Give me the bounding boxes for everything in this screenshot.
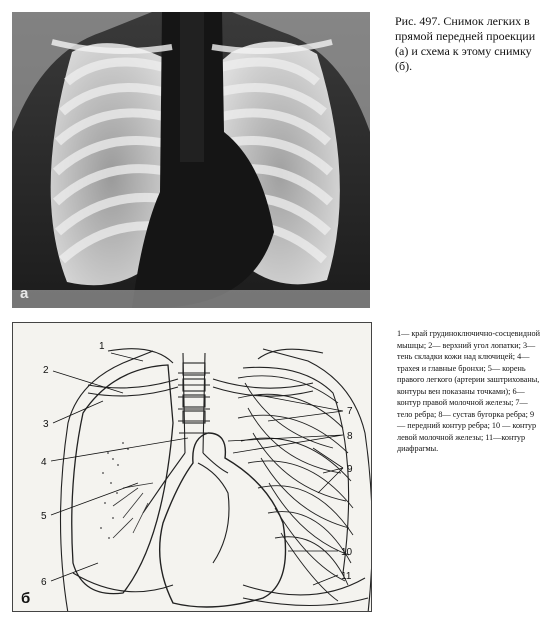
scheme-label-7: 7 bbox=[347, 406, 353, 417]
scheme-label-2: 2 bbox=[43, 365, 49, 376]
scheme-graphic bbox=[13, 323, 372, 612]
heart-contour bbox=[160, 433, 286, 607]
figure-legend: 1— край грудиноключично-сосцевидной мышцы; 2— верхний угол лопатки; 3— тень складки кожи над ключицей; 4— трахея и главные бронхи; 5— корень правого легкого (артерии заштрихованы, контуры вен показаны точками); 6— контур правой молочной железы; 7— тело ребра; 8— сустав бугорка ребра; 9— передний контур ребра; 10 — контур левой молочной железы; 11—контур диафрагмы. bbox=[397, 329, 540, 453]
leader-lines bbox=[51, 353, 343, 585]
chest-xray-image bbox=[12, 12, 370, 308]
right-root-vessels bbox=[113, 483, 153, 538]
xray-graphic bbox=[12, 12, 370, 308]
scheme-label-4: 4 bbox=[41, 457, 47, 468]
scheme-label-9: 9 bbox=[347, 464, 353, 475]
scheme-label-1: 1 bbox=[99, 341, 105, 352]
scheme-label-3: 3 bbox=[43, 419, 49, 430]
scheme-label-6: 6 bbox=[41, 577, 47, 588]
vein-dots bbox=[100, 442, 129, 539]
panel-letter-a: а bbox=[20, 285, 29, 302]
figure-caption: Рис. 497. Снимок легких в прямой передней проекции (а) и схема к этому снимку (б). bbox=[395, 14, 536, 73]
xray-scheme-diagram bbox=[12, 322, 372, 612]
scheme-label-5: 5 bbox=[41, 511, 47, 522]
scheme-label-10: 10 bbox=[341, 547, 353, 558]
scheme-label-8: 8 bbox=[347, 431, 353, 442]
chest-wall-right bbox=[61, 351, 154, 612]
scheme-label-11: 11 bbox=[341, 571, 352, 582]
panel-letter-b: б bbox=[21, 590, 31, 607]
